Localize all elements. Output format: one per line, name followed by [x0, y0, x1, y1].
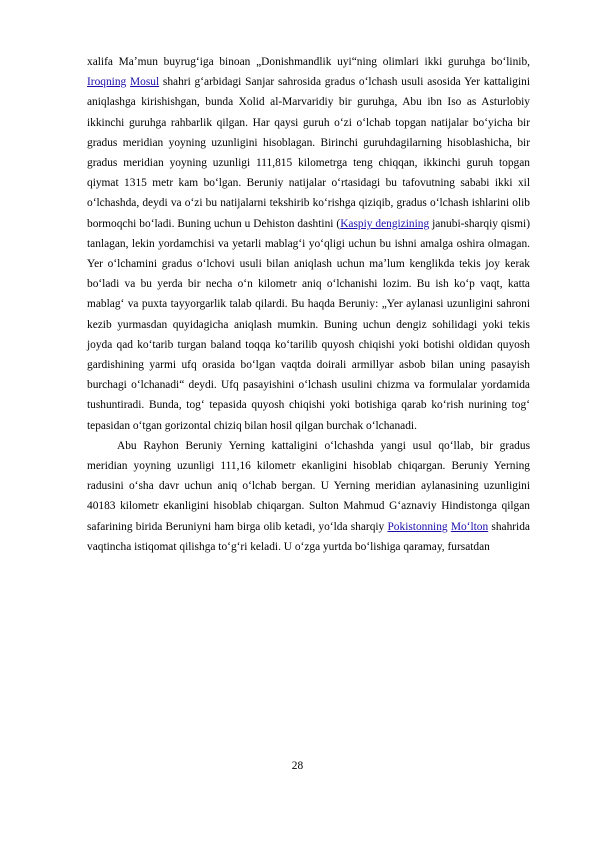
link-kaspiy-dengizining[interactable]: Kaspiy dengizining	[340, 217, 430, 230]
paragraph-1-text-2: shahri gʻarbidagi Sanjar sahrosida gradus oʻlchash usuli asosida Yer kattaligini aniqlashga kirishishgan, bunda Xolid al-Marvaridiy bir guruhga, Abu ibn Iso as Asturlobiy ikkinchi guruhga rahbarlik qilgan. Har qaysi guruh oʻzi oʻlchab topgan natijalar boʻyicha bir gradus meridian yoyning uzunligini hisoblagan. Birinchi guruhdagilarning hisoblashicha, bir gradus meridian yoyning uzunligi 111,815 kilometrga teng chiqqan, ikkinchi guruh topgan qiymat 1315 metr kam boʻlgan. Beruniy natijalar oʻrtasidagi bu tafovutning sababi ikki xil oʻlchashda, deydi va oʻzi bu natijalarni tekshirib koʻrishga qiziqib, gradus oʻlchash ishlarini olib bormoqchi boʻladi. Buning uchun u Dehiston dashtini (	[87, 76, 530, 230]
paragraph-2	[87, 436, 530, 557]
paragraph-2-text-2: shahrida vaqtincha istiqomat qilishga toʻgʻri keladi. U oʻzga yurtda boʻlishiga qaramay, fursatdan	[87, 520, 530, 553]
document-body	[87, 52, 530, 557]
link-pokistonning[interactable]: Pokistonning	[387, 520, 448, 533]
paragraph-1-text-3: janubi-sharqiy qismi) tanlagan, lekin yordamchisi va yetarli mablagʻi yoʻqligi uchun bu ishni amalga oshira olmagan. Yer oʻlchamini gradus oʻlchovi usuli bilan aniqlash uchun maʼlum kenglikda tekis joy kerak boʻladi va bu yerda bir necha oʻn kilometr aniq oʻlchanishi lozim. Bu ish koʻp vaqt, katta mablagʻ va puxta tayyorgarlik talab qilardi. Bu haqda Beruniy: „Yer aylanasi uzunligini sahroni kezib yurmasdan quyidagicha aniqlash mumkin. Buning uchun dengiz sohilidagi yoki tekis joyda qad koʻtarib turgan baland toqqa koʻtarilib quyosh chiqishi yoki botishi oldidan quyosh gardishining yarmi ufq orasida boʻlgan vaqtda doirali armillyar asbob bilan uning pasayish burchagi oʻlchanadi“ deydi. Ufq pasayishini oʻlchash usulini chizma va formulalar yordamida tushuntiradi. Bunda, togʻ tepasida quyosh chiqishi yoki botishiga qarab koʻrish nurining togʻ tepasidan oʻtgan gorizontal chiziq bilan hosil qilgan burchak oʻlchanadi.	[87, 217, 530, 432]
link-mosul[interactable]: Mosul	[130, 76, 160, 89]
paragraph-1-text-1: xalifa Maʼmun buyrugʻiga binoan „Donishmandlik uyi“ning olimlari ikki guruhga boʻlinib,	[87, 56, 530, 68]
link-iroqning[interactable]: Iroqning	[87, 76, 127, 89]
page-number: 28	[291, 760, 304, 772]
paragraph-1	[87, 52, 530, 436]
link-molton[interactable]: Moʻlton	[450, 520, 489, 533]
paragraph-2-text-1: Abu Rayhon Beruniy Yerning kattaligini oʻlchashda yangi usul qoʻllab, bir gradus meridian yoyning uzunligi 111,16 kilometr ekanligini hisoblab chiqargan. Beruniy Yerning radusini oʻsha davr uchun aniq oʻlchab bergan. U Yerning meridian aylanasining uzunligini 40183 kilometr ekanligini hisoblab chiqargan. Sulton Mahmud Gʻaznaviy Hindistonga qilgan safarining birida Beruniyni ham birga olib ketadi, yoʻlda sharqiy	[87, 439, 530, 533]
